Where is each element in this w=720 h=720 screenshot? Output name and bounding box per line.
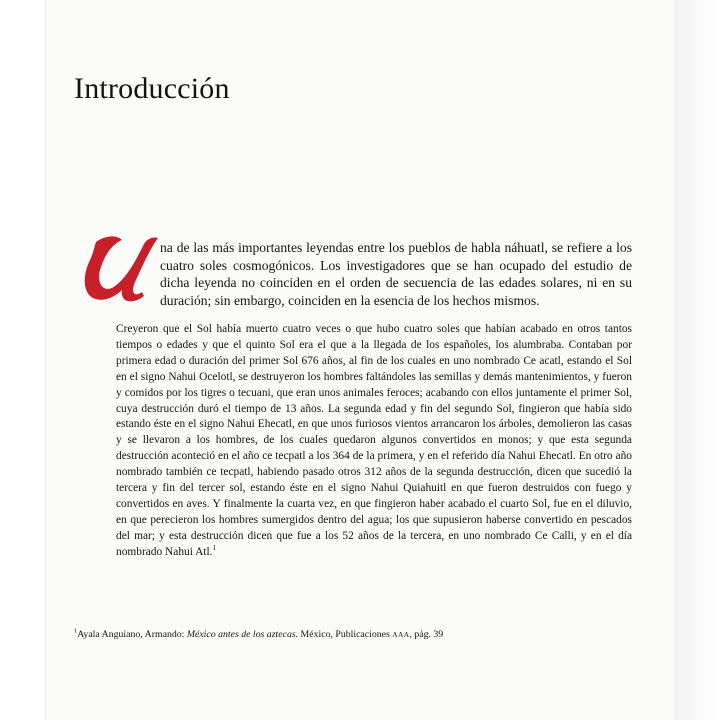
footnote-publisher: AAA	[392, 630, 410, 639]
footnote-book-title: México antes de los aztecas	[186, 629, 296, 640]
page-right-margin	[674, 0, 720, 720]
dropcap-letter-u-graphic	[82, 232, 162, 304]
footnote-reference: 1	[212, 542, 217, 552]
footnote-publisher-prefix: . México, Publicaciones	[295, 629, 393, 640]
page-title: Introducción	[74, 72, 230, 105]
body-paragraph-text: Creyeron que el Sol había muerto cuatro veces o que hubo cuatro soles que habían acabado en otros tantos tiempos o edades y que el quinto Sol era el que a la llegada de los españoles, los alumbraba. Contaban por primera edad o duración del primer Sol 676 años, al fin de los cuales en uno nombrado Ce acatl, estando el Sol en el signo Nahui Ocelotl, se destruyeron los hombres faltándoles las semillas y demás mantenimientos, y fueron y comidos por los tigres o tecuani, que eran unos animales feroces; acabando con ellos juntamente el primer Sol, cuya destrucción duró el tiempo de 13 años. La segunda edad y fin del segundo Sol, fingieron que había sido estando éste en el signo Nahui Ehecatl, en que unos furiosos vientos arrancaron los árboles, demolieron las casas y se llevaron a los hombres, de los cuales quedaron algunos convertidos en monos; y que esta segunda destrucción aconteció en el año ce tecpatl a los 364 de la primera, y en el referido día Nahui Ehecatl. En otro año nombrado también ce tecpatl, habiendo pasado otros 312 años de la segunda destrucción, dicen que sucedió la tercera y fin del tercer sol, estando éste en el signo Nahui Quiahuitl en que fueron destruidos con fuego y convertidos en aves. Y finalmente la cuarta vez, en que fingieron haber acabado el cuarto Sol, fue en el diluvio, en que perecieron los hombres sumergidos dentro del agua; los que supusieron haberse convertido en pescados del mar; y esta destrucción dicen que fue a los 52 años de la tercera, en uno nombrado Ce Calli, y en el día nombrado Nahui Atl.	[116, 323, 632, 558]
footnote-author: Ayala Anguiano, Armando:	[77, 629, 187, 640]
lead-paragraph: na de las más importantes leyendas entre los pueblos de habla náhuatl, se refiere a los cuatro soles cosmogónicos. Los investigadores que se han ocupado del estudio de dicha leyenda no coinciden en el orden de secuencia de las edades solares, ni en su duración; sin embargo, coinciden en la esencia de los hechos mismos.	[160, 240, 632, 308]
footnote-mark: 1	[74, 627, 78, 635]
page-left-margin	[0, 0, 46, 720]
body-paragraph	[116, 322, 632, 561]
footnote	[74, 629, 634, 640]
footnote-page-ref: , pág. 39	[409, 629, 444, 640]
